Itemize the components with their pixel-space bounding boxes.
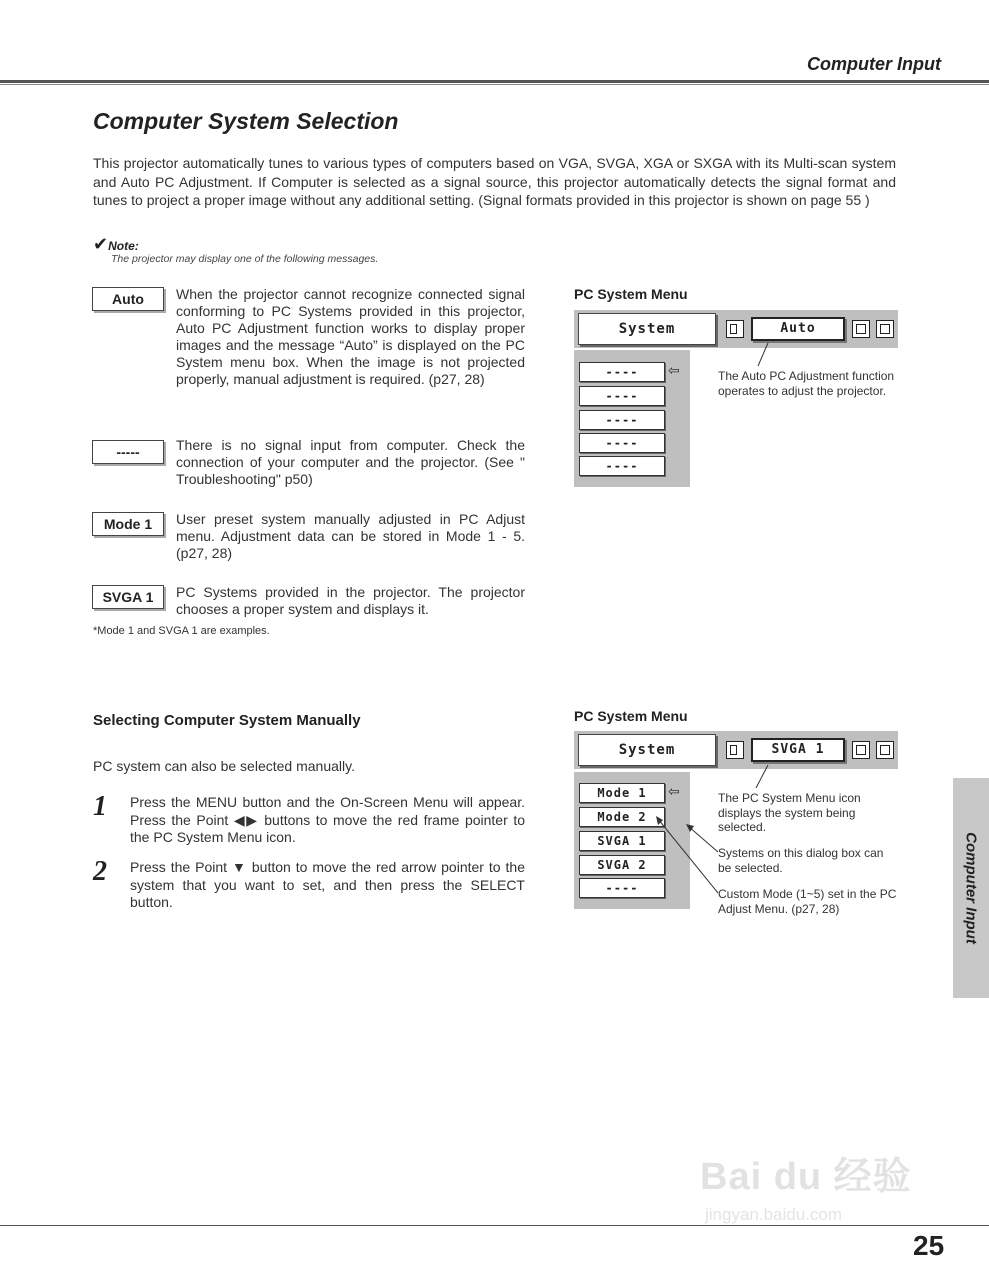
message-box-mode1: Mode 1 [92,512,164,536]
side-tab-label: Computer Input [962,832,980,944]
side-tab [953,778,989,998]
step-text: Press the MENU button and the On-Screen Menu will appear. Press the Point ◀▶ buttons to move the red frame pointer to the PC System Menu icon. [130,794,525,845]
menu1-system-button[interactable]: System [578,313,716,345]
footnote: *Mode 1 and SVGA 1 are examples. [93,625,270,637]
message-box-no-signal: ----- [92,440,164,464]
message-desc-auto: When the projector cannot recognize connected signal conforming to PC Systems provided in this projector, Auto PC Adjustment function works to display proper images and the message “Auto” is displayed on the PC System menu box. When the image is not projected properly, manual adjustment is required. (p27, 28) [176,286,525,387]
menu1-selected-value: Auto [751,317,845,341]
menu2-list-item[interactable]: ---- [579,878,665,898]
section-heading: Selecting Computer System Manually [93,712,361,729]
menu2-list-item[interactable]: SVGA 2 [579,855,665,875]
leader-line [758,343,768,366]
menu2-list-item[interactable]: Mode 1 [579,783,665,803]
menu2-title: PC System Menu [574,708,688,724]
pointer-arrow-icon: ⇦ [668,783,680,799]
note-label: ✔Note: [93,234,139,254]
menu1-list-item[interactable]: ---- [579,386,665,406]
menu2-selected-value: SVGA 1 [751,738,845,762]
page-title: Computer System Selection [93,108,399,134]
step-text: Press the Point ▼ button to move the red arrow pointer to the system that you want to set, and then press the SELECT button. [130,859,525,910]
menu1-list-item[interactable]: ---- [579,362,665,382]
header-section-label: Computer Input [807,54,941,74]
menu2-callout: The PC System Menu icon displays the system being selected. [718,791,861,834]
menu1-list-item[interactable]: ---- [579,456,665,476]
step-number: 2 [93,856,107,887]
footer-rule [0,1225,989,1226]
menu2-system-button[interactable]: System [578,734,716,766]
intro-paragraph: This projector automatically tunes to various types of computers based on VGA, SVGA, XGA or SXGA with its Multi-scan system and Auto PC Adjustment. If Computer is selected as a signal source, this projector automatically detects the signal format and tunes to project a proper image without any additional setting. (Signal formats provided in this projector is shown on page 55 ) [93,155,896,208]
menu1-list-item[interactable]: ---- [579,433,665,453]
menu1-callout: The Auto PC Adjustment function operates to adjust the projector. [718,369,895,398]
watermark-url: jingyan.baidu.com [705,1205,843,1224]
message-desc-mode1: User preset system manually adjusted in PC Adjust menu. Adjustment data can be stored in Mode 1 - 5. (p27, 28) [176,511,525,561]
message-box-auto: Auto [92,287,164,311]
menu2-callout: Systems on this dialog box can be selected. [718,846,884,875]
leader-line [756,765,768,788]
message-desc-no-signal: There is no signal input from computer. Check the connection of your computer and the projector. (See " Troubleshooting" p50) [176,437,525,487]
pointer-arrow-icon: ⇦ [668,362,680,378]
menu2-callout: Custom Mode (1~5) set in the PC Adjust Menu. (p27, 28) [718,887,897,916]
message-box-svga1: SVGA 1 [92,585,164,609]
step-number: 1 [93,791,107,822]
message-desc-svga1: PC Systems provided in the projector. The projector chooses a proper system and displays it. [176,584,525,617]
section-subtext: PC system can also be selected manually. [93,758,355,774]
menu1-title: PC System Menu [574,286,688,302]
note-text: The projector may display one of the following messages. [111,253,379,265]
menu2-list-item[interactable]: SVGA 1 [579,831,665,851]
checkmark-icon: ✔ [93,234,109,254]
watermark-logo: Bai du 经验 [700,1156,912,1198]
leader-line [658,819,718,893]
menu2-list-item[interactable]: Mode 2 [579,807,665,827]
leader-line [688,826,718,852]
page-number: 25 [913,1230,945,1261]
menu1-list-item[interactable]: ---- [579,410,665,430]
